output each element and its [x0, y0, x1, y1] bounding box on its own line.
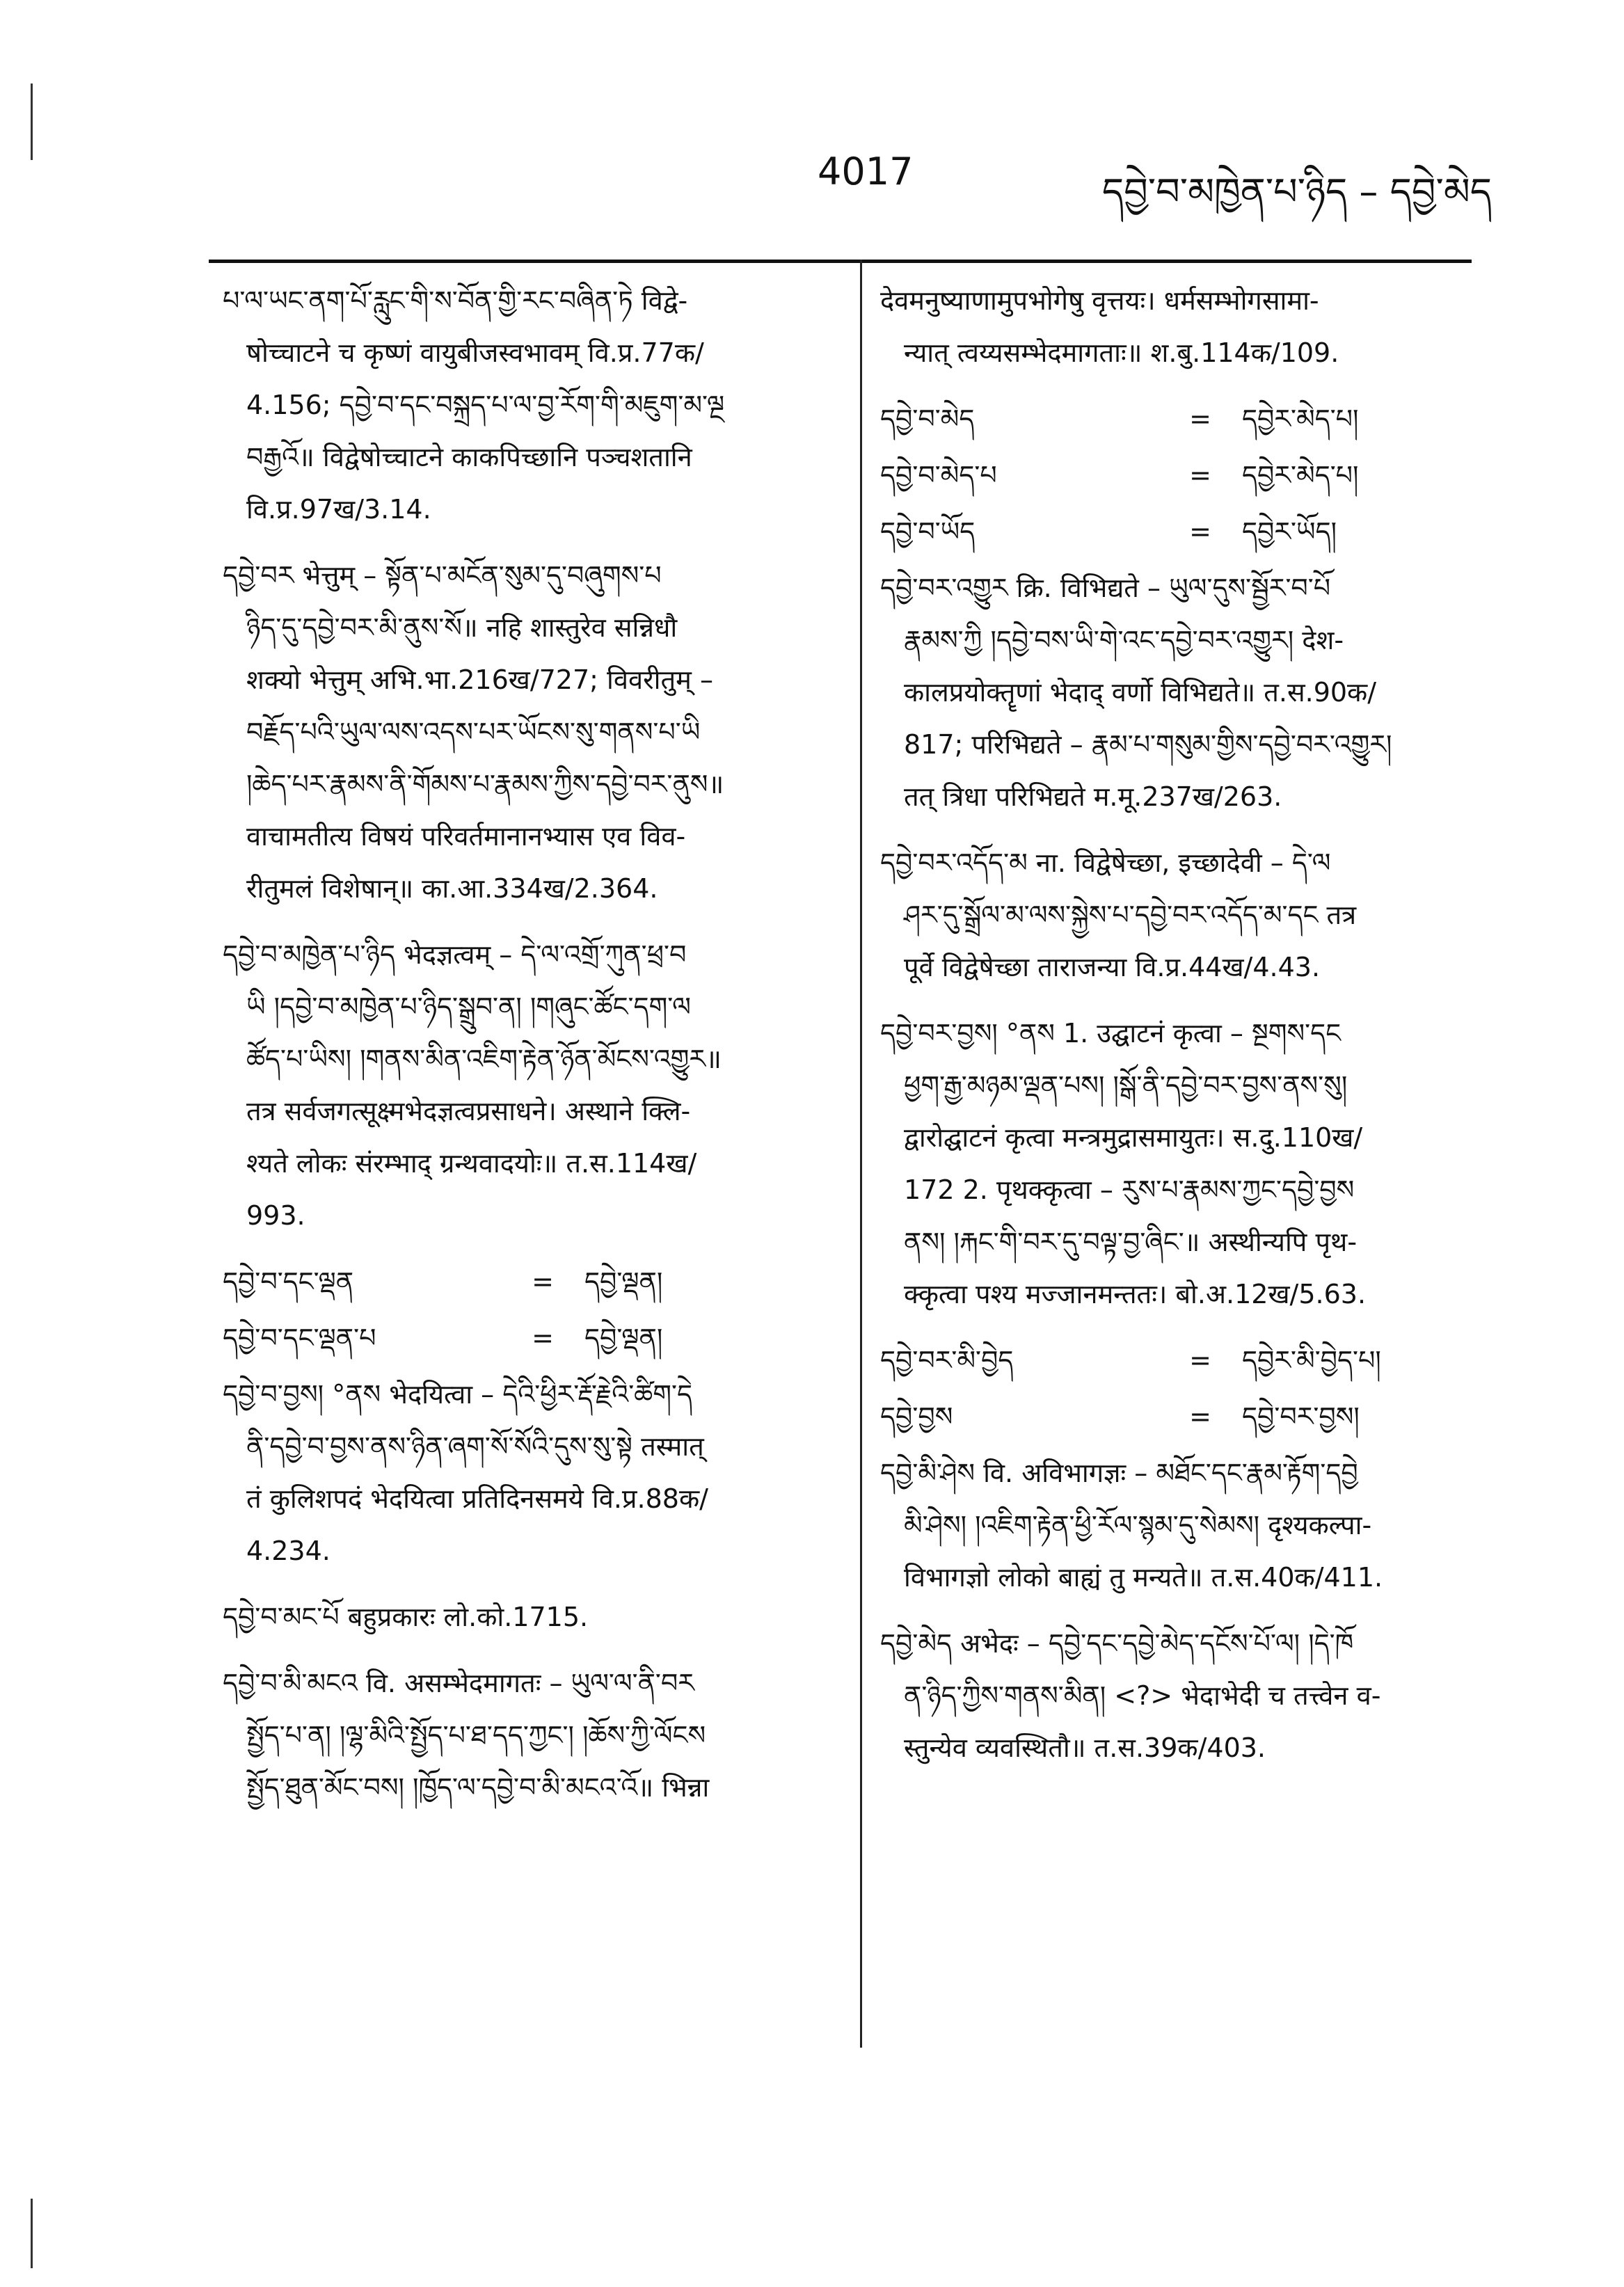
entry-line: བརྗོད་པའི་ཡུལ་ལས་འདས་པར་ཡོངས་སུ་གནས་པ་ཡི: [246, 717, 701, 747]
xref-eq: =: [532, 1323, 554, 1353]
entry-line: སྤྱོད་པ་ན། །ལྷ་མིའི་སྤྱོད་པ་ཐ་དད་ཀྱང་། །ཆོས་ཀྱི་ལོངས: [246, 1720, 706, 1751]
xref-target: དབྱེ་བར་བྱས།: [1242, 1401, 1360, 1432]
entry-line: 172 2. पृथक्कृत्वा – རུས་པ་རྣམས་ཀྱང་དབྱེ་བྱས: [904, 1174, 1355, 1205]
dictionary-entry: [880, 837, 1472, 994]
entry-line: སྤྱོད་ཐུན་མོང་བས། །ཁྱོད་ལ་དབྱེ་བ་མི་མངའ་འོ॥ भिन्ना: [246, 1772, 710, 1803]
entry-line: विभागज्ञो लोको बाह्यं तु मन्यते॥ त.स.40क/411.: [904, 1562, 1383, 1593]
cross-reference-entry: [880, 393, 1472, 445]
entry-line: तत्र सर्वजगत्सूक्ष्मभेदज्ञत्वप्रसाधने। अस्थाने क्लि-: [246, 1096, 691, 1126]
margin-mark-top: [31, 83, 33, 160]
xref-head: དབྱེ་བ་མེད་པ: [880, 460, 997, 491]
page-number: 4017: [818, 150, 914, 193]
running-head: དབྱེ་བ་མཁྱེན་པ་ཉིད – དབྱེ་མེད: [1101, 170, 1492, 214]
xref-head: དབྱེ་བ་དང་ལྡན: [223, 1266, 354, 1297]
entry-line: དབྱེ་མི་ཤེས वि. अविभागज्ञः – མཐོང་དང་རྣམ་རྟོག་དབྱེ: [880, 1458, 1358, 1488]
xref-eq: =: [1189, 404, 1211, 434]
left-column: [223, 275, 842, 1828]
dictionary-entry: [223, 1657, 842, 1814]
xref-eq: =: [1189, 1345, 1211, 1376]
entry-line: དབྱེ་བ་མཁྱེན་པ་ཉིད भेदज्ञत्वम् – དེ་ལ་འགྲོ་ཀུན་ཕྲ་བ: [223, 939, 687, 970]
dictionary-entry: [880, 562, 1472, 823]
xref-eq: =: [1189, 460, 1211, 491]
entry-line: क्कृत्वा पश्य मज्जानमन्ततः। बो.अ.12ख/5.63.: [904, 1279, 1367, 1309]
entry-line: ནས། །རྐང་གི་བར་དུ་བལྟ་བྱ་ཞིང་॥ अस्थीन्यपि पृथ-: [904, 1227, 1358, 1257]
entry-line: षोच्चाटने च कृष्णं वायुबीजस्वभावम् वि.प्र.77क/: [246, 337, 704, 368]
dictionary-entry: [880, 275, 1472, 379]
xref-target: དབྱེར་མི་བྱེད་པ།: [1242, 1345, 1381, 1376]
xref-target: དབྱེར་མེད་པ།: [1242, 404, 1359, 434]
xref-target: དབྱེ་ལྡན།: [584, 1266, 663, 1297]
xref-target: དབྱེར་མེད་པ།: [1242, 460, 1359, 491]
right-column: [880, 275, 1472, 1788]
entry-line: དབྱེ་བ་བྱས། °ནས भेदयित्वा – དེའི་ཕྱིར་རྡོ་རྗེའི་ཚིག་དེ: [223, 1379, 692, 1410]
entry-line: शक्यो भेत्तुम् अभि.भा.216ख/727; विवरीतुम् –: [246, 664, 713, 695]
dictionary-entry: [880, 1007, 1472, 1321]
dictionary-entry: [223, 1591, 842, 1643]
entry-line: དབྱེ་བར भेत्तुम् – སྟོན་པ་མངོན་སུམ་དུ་བཞུགས་པ: [223, 560, 662, 591]
cross-reference-entry: [880, 506, 1472, 558]
xref-head: དབྱེ་བ་ཡོད: [880, 516, 976, 547]
entry-line: तं कुलिशपदं भेदयित्वा प्रतिदिनसमये वि.प्र.88क/: [246, 1483, 708, 1514]
xref-head: དབྱེ་བ་དང་ལྡན་པ: [223, 1323, 376, 1353]
entry-line: དབྱེ་བ་མི་མངའ वि. असम्भेदमागतः – ཡུལ་ལ་ནི་བར: [223, 1668, 694, 1698]
dictionary-entry: [223, 550, 842, 915]
entry-line: ཤར་དུ་སྒྲོལ་མ་ལས་སྐྱེས་པ་དབྱེ་བར་འདོད་མ་དང तत्र: [904, 900, 1357, 930]
xref-target: དབྱེར་ཡོད།: [1242, 516, 1337, 547]
entry-line: ཡི །དབྱེ་བ་མཁྱེན་པ་ཉིད་སྒྲུབ་ན། །གཞུང་ཚོང་དག་ལ: [246, 991, 691, 1022]
entry-line: 817; परिभिद्यते – རྣམ་པ་གསུམ་གྱིས་དབྱེ་བར་འགྱུར།: [904, 729, 1392, 760]
cross-reference-entry: [223, 1256, 842, 1308]
entry-line: तत् त्रिधा परिभिद्यते म.मू.237ख/263.: [904, 781, 1282, 812]
entry-line: रीतुमलं विशेषान्॥ का.आ.334ख/2.364.: [246, 873, 658, 904]
cross-reference-entry: [880, 1391, 1472, 1443]
entry-line: ཚོད་པ་ཡིས། །གནས་མིན་འཇིག་རྟེན་ཉོན་མོངས་འགྱུར॥: [246, 1044, 722, 1074]
column-divider: [860, 260, 862, 2048]
entry-line: 4.156; དབྱེ་བ་དང་བསྐྲད་པ་ལ་བྱ་རོག་གི་མཇུག་མ་ལྔ: [246, 390, 725, 420]
dictionary-entry: [223, 275, 842, 536]
dictionary-entry: [880, 1447, 1472, 1604]
cross-reference-entry: [880, 449, 1472, 502]
entry-line: वि.प्र.97ख/3.14.: [246, 494, 431, 525]
entry-line: 993.: [246, 1200, 305, 1231]
entry-line: स्तुन्येव व्यवस्थितौ॥ त.स.39क/403.: [904, 1732, 1266, 1763]
entry-line: श्यते लोकः संरम्भाद् ग्रन्थवादयोः॥ त.स.114ख/: [246, 1148, 697, 1179]
entry-line: 4.234.: [246, 1536, 331, 1566]
xref-head: དབྱེ་བར་མི་བྱེད: [880, 1345, 1014, 1376]
cross-reference-entry: [880, 1334, 1472, 1387]
entry-line: द्वारोद्घाटनं कृत्वा मन्त्रमुद्रासमायुतः। स.दु.110ख/: [904, 1122, 1363, 1153]
cross-reference-entry: [223, 1312, 842, 1364]
entry-line: དབྱེ་མེད अभेदः – དབྱེ་དང་དབྱེ་མེད་དངོས་པོ་ལ། །དེ་ཁོ: [880, 1628, 1354, 1659]
entry-line: མི་ཤེས། །འཇིག་རྟེན་ཕྱི་རོལ་སྙམ་དུ་སེམས། दृश्यकल्पा-: [904, 1510, 1372, 1540]
margin-mark-bottom: [31, 2199, 33, 2268]
header-rule: [209, 260, 1472, 263]
xref-head: དབྱེ་བ་མེད: [880, 404, 975, 434]
entry-line: དབྱེ་བ་མང་པོ बहुप्रकारः लो.को.1715.: [223, 1602, 589, 1632]
xref-target: དབྱེ་ལྡན།: [584, 1323, 663, 1353]
dictionary-entry: [880, 1618, 1472, 1774]
entry-line: न्यात् त्वय्यसम्भेदमागताः॥ श.बु.114क/109.: [904, 337, 1339, 368]
entry-line: ནི་དབྱེ་བ་བྱས་ནས་ཉིན་ཞག་སོ་སོའི་དུས་སུ་སྟེ तस्मात्: [246, 1431, 704, 1462]
entry-line: པ་ལ་ཡང་ནག་པོ་རླུང་གི་ས་བོན་གྱི་རང་བཞིན་ཏེ विद्वे-: [223, 285, 688, 316]
entry-line: དབྱེ་བར་བྱས། °ནས 1. उद्घाटनं कृत्वा – སྔགས་དང: [880, 1018, 1342, 1049]
xref-eq: =: [1189, 516, 1211, 547]
entry-line: ན་ཉིད་ཀྱིས་གནས་མིན། <?> भेदाभेदी च तत्त्वेन व-: [904, 1680, 1381, 1711]
entry-line: དབྱེ་བར་འགྱུར क्रि. विभिद्यते – ཡུལ་དུས་སྦྱོར་བ་པོ: [880, 573, 1331, 603]
entry-line: ཕྱག་རྒྱ་མཉམ་ལྡན་པས། །སྒོ་ནི་དབྱེ་བར་བྱས་ནས་སུ།: [904, 1070, 1348, 1101]
dictionary-entry: [223, 1369, 842, 1577]
entry-line: །ཆེད་པར་རྣམས་ནི་གོམས་པ་རྣམས་ཀྱིས་དབྱེ་བར་ནུས॥: [246, 769, 724, 799]
entry-line: རྣམས་ཀྱི །དབྱེ་བས་ཡི་གེ་འང་དབྱེ་བར་འགྱུར། देश-: [904, 625, 1344, 655]
entry-line: བརྒྱའོ॥ विद्वेषोच्चाटने काकपिच्छानि पञ्चशतानि: [246, 442, 692, 472]
dictionary-entry: [223, 929, 842, 1242]
xref-head: དབྱེ་བྱས: [880, 1401, 953, 1432]
entry-line: དབྱེ་བར་འདོད་མ ना. विद्वेषेच्छा, इच्छादेवी – དེ་ལ: [880, 847, 1331, 878]
entry-line: कालप्रयोक्तॄणां भेदाद् वर्णो विभिद्यते॥ त.स.90क/: [904, 677, 1377, 708]
xref-eq: =: [532, 1266, 554, 1297]
xref-eq: =: [1189, 1401, 1211, 1432]
entry-line: पूर्वे विद्वेषेच्छा ताराजन्या वि.प्र.44ख/4.43.: [904, 952, 1321, 982]
entry-line: वाचामतीत्य विषयं परिवर्तमानानभ्यास एव विव-: [246, 821, 686, 852]
entry-line: देवमनुष्याणामुपभोगेषु वृत्तयः। धर्मसम्भोगसामा-: [880, 285, 1319, 316]
entry-line: ཉིད་དུ་དབྱེ་བར་མི་ནུས་སོ॥ नहि शास्तुरेव सन्निधौ: [246, 612, 678, 643]
